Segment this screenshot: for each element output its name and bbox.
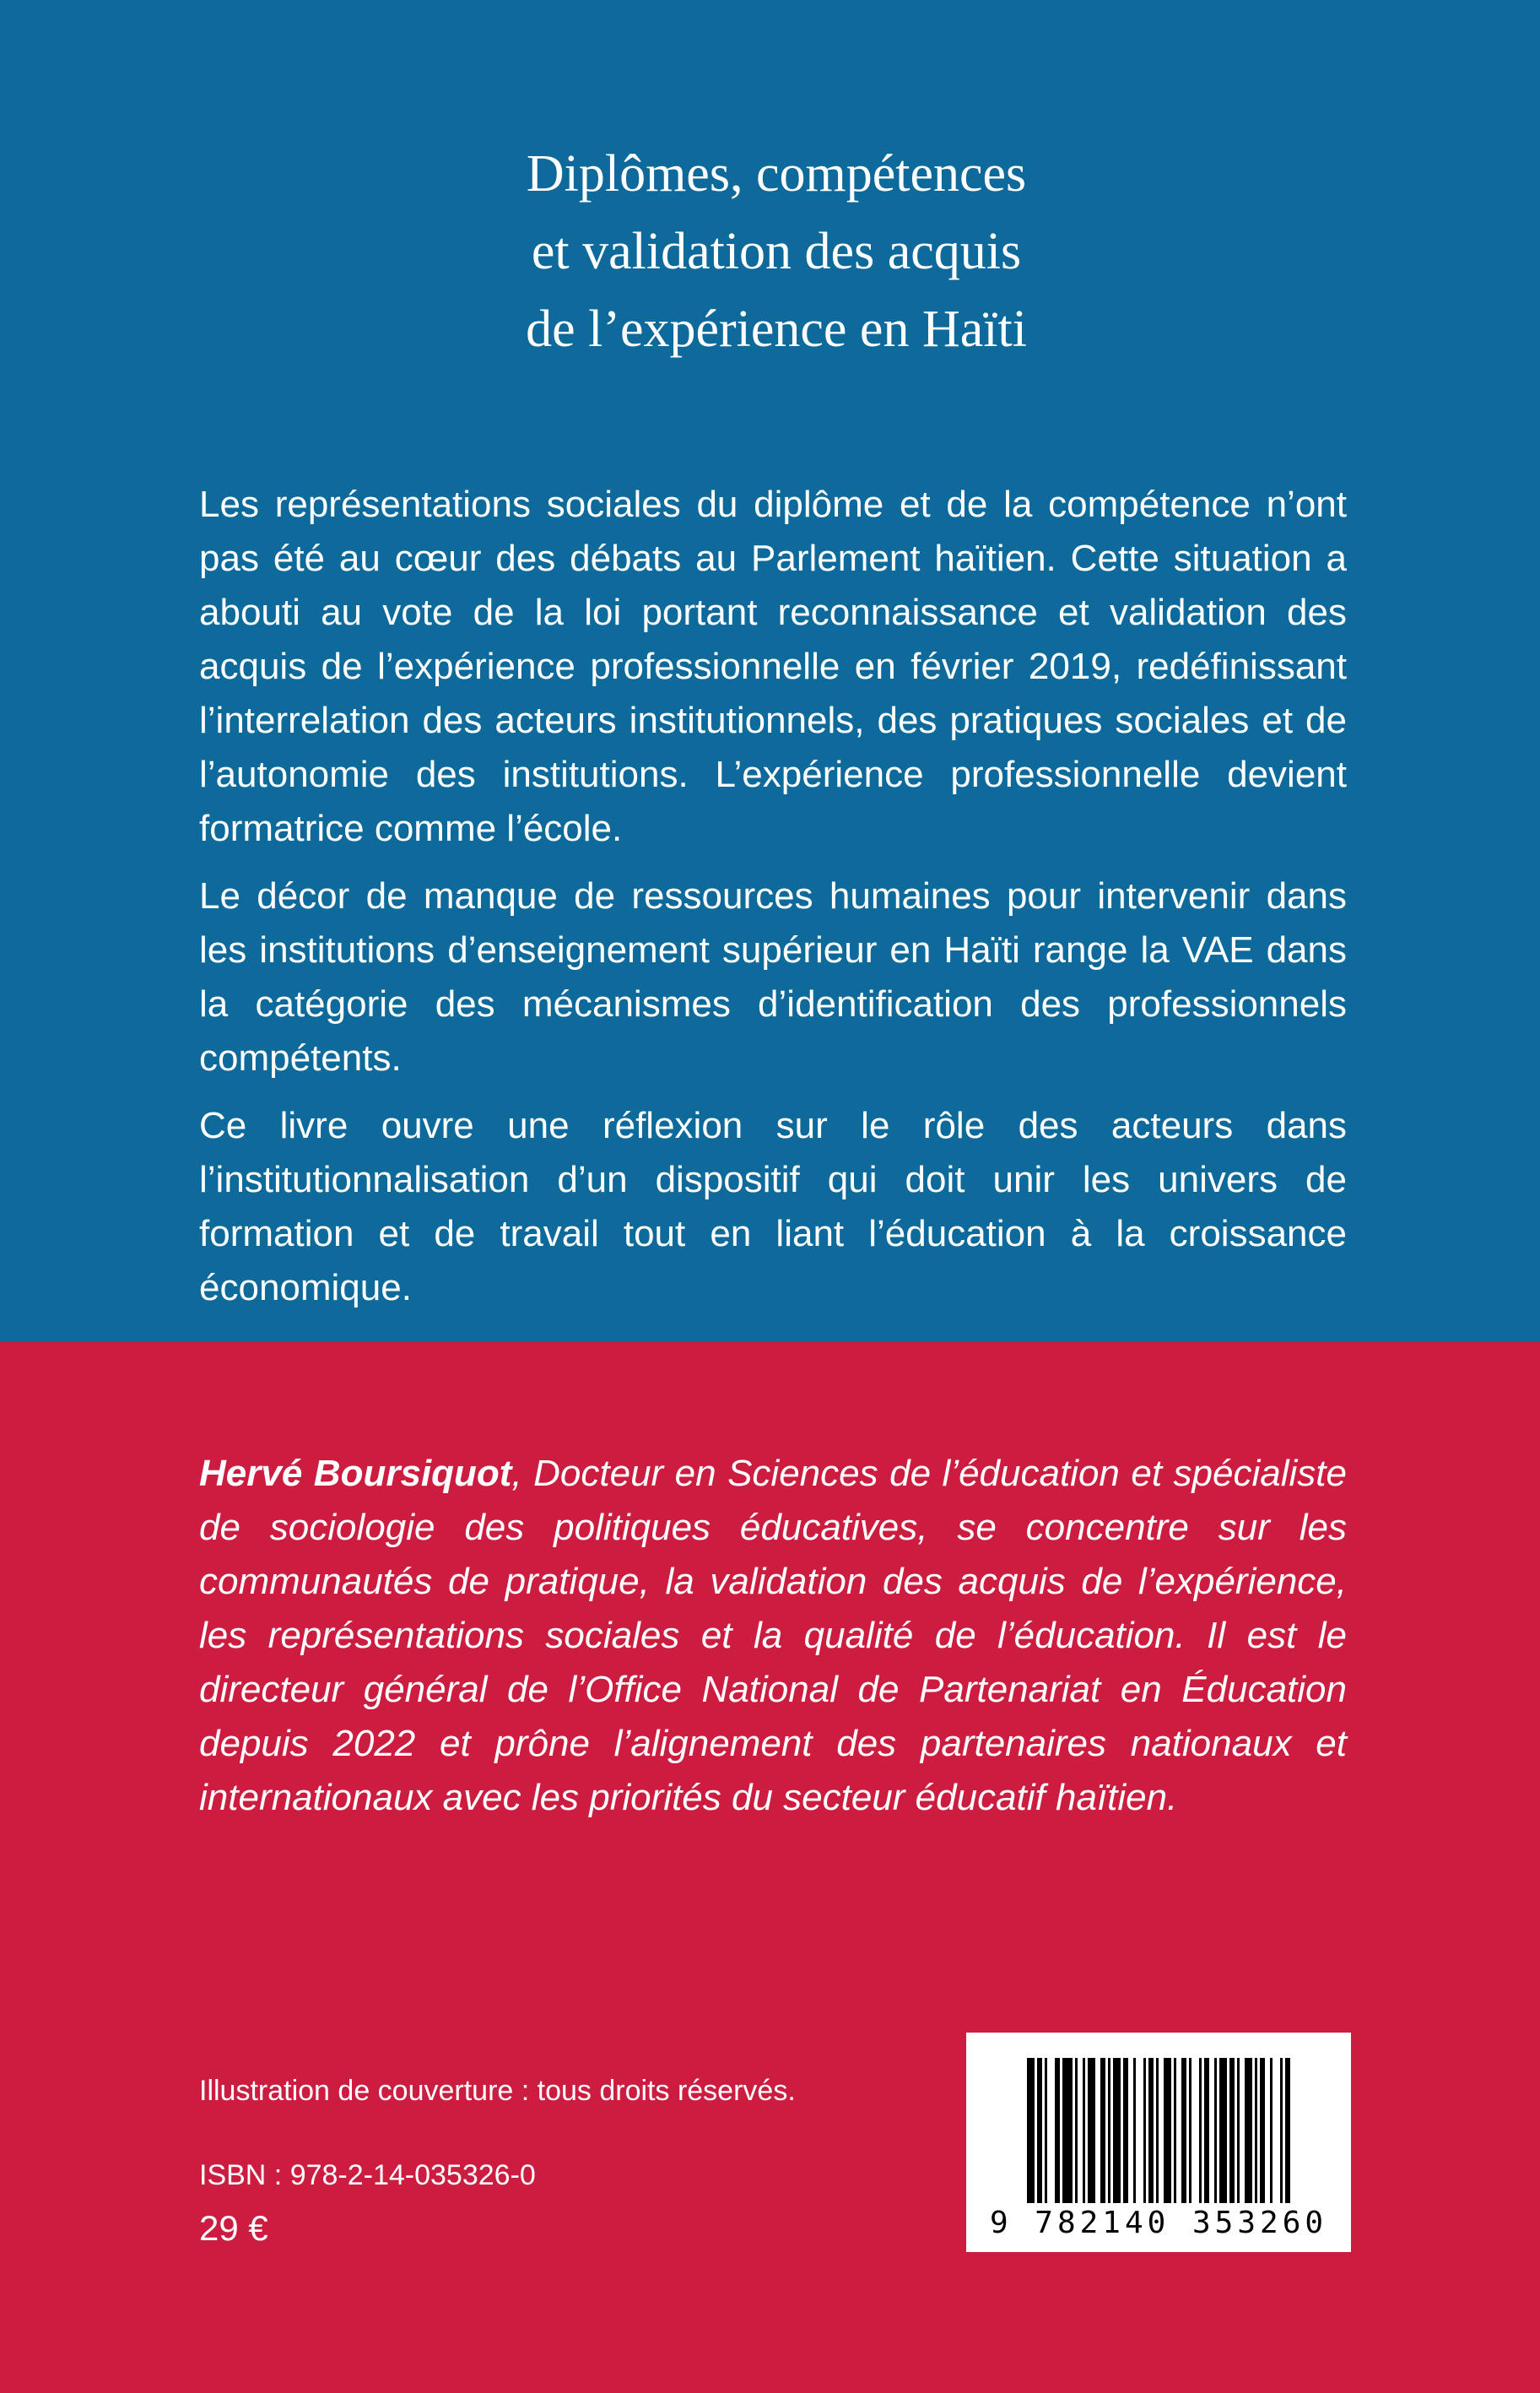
title-line: et validation des acquis (531, 223, 1022, 280)
barcode-bar (1156, 2058, 1159, 2203)
barcode-bar (1133, 2058, 1136, 2203)
title-line: de l’expérience en Haïti (526, 300, 1027, 358)
author-bio-text: , Docteur en Sciences de l’éducation et spécialiste de sociologie des politiques éducatives, se concentre sur les communautés de pratique, la validation des acquis de l’expérience, les représentations sociales et la qualité de l’éducation. Il est le directeur général de l’Office National de Partenariat en Éducation depuis 2022 et prône l’alignement des partenaires nationaux et internationaux avec les priorités du secteur éducatif haïtien. (199, 1453, 1347, 1818)
barcode-bar (1088, 2058, 1095, 2203)
barcode-bar (1260, 2058, 1265, 2203)
barcode-bar (1108, 2058, 1110, 2203)
book-description (199, 478, 1347, 1329)
barcode-digits: 9 782140 353260 (989, 2206, 1328, 2240)
barcode-bar (1237, 2058, 1240, 2203)
barcode-bar (1255, 2058, 1257, 2203)
barcode-bar (1037, 2058, 1042, 2203)
barcode (966, 2033, 1351, 2252)
author-name: Hervé Boursiquot (199, 1453, 512, 1494)
barcode-bar (1113, 2058, 1121, 2203)
barcode-bar (1214, 2058, 1217, 2203)
barcode-bar (1062, 2058, 1073, 2203)
description-paragraph: Ce livre ouvre une réflexion sur le rôle des acteurs dans l’institutionnalisation d’un dispositif qui doit unir les univers de formation et de travail tout en liant l’éducation à la croissance économique. (199, 1105, 1347, 1308)
barcode-bar (1204, 2058, 1209, 2203)
barcode-bar (1123, 2058, 1128, 2203)
barcode-bar (1148, 2058, 1154, 2203)
barcode-bar (1045, 2058, 1047, 2203)
barcode-bar (1075, 2058, 1078, 2203)
barcode-bar (1285, 2058, 1290, 2203)
barcode-bar (1174, 2058, 1176, 2203)
barcode-bar (1270, 2058, 1273, 2203)
description-paragraph: Le décor de manque de ressources humaines pour intervenir dans les institutions d’enseignement supérieur en Haïti range la VAE dans la catégorie des mécanismes d’identification des professionnels compétents. (199, 875, 1347, 1079)
isbn: ISBN : 978-2-14-035326-0 (199, 2159, 536, 2191)
barcode-bar (1143, 2058, 1146, 2203)
barcode-bar (1199, 2058, 1202, 2203)
barcode-bar (1245, 2058, 1252, 2203)
price: 29 € (199, 2208, 268, 2248)
barcode-bar (1100, 2058, 1105, 2203)
barcode-bar (1055, 2058, 1060, 2203)
author-bio (199, 1447, 1347, 1825)
cover-credit: Illustration de couverture : tous droits réservés. (199, 2075, 796, 2107)
barcode-bar (1181, 2058, 1186, 2203)
barcode-bar (1280, 2058, 1283, 2203)
description-paragraph: Les représentations sociales du diplôme et de la compétence n’ont pas été au cœur des débats au Parlement haïtien. Cette situation a abouti au vote de la loi portant reconnaissance et validation des acquis de l’expérience professionnelle en février 2019, redéfinissant l’interrelation des acteurs institutionnels, des pratiques sociales et de l’autonomie des institutions. L’expérience professionnelle devient formatrice comme l’école. (199, 484, 1347, 849)
barcode-bar (1164, 2058, 1171, 2203)
barcode-bar (1083, 2058, 1085, 2203)
title-line: Diplômes, compétences (526, 145, 1027, 203)
book-title (354, 135, 1198, 368)
barcode-bar (1219, 2058, 1227, 2203)
barcode-bar (1189, 2058, 1191, 2203)
barcode-bar (1229, 2058, 1235, 2203)
barcode-bar (1027, 2058, 1035, 2203)
